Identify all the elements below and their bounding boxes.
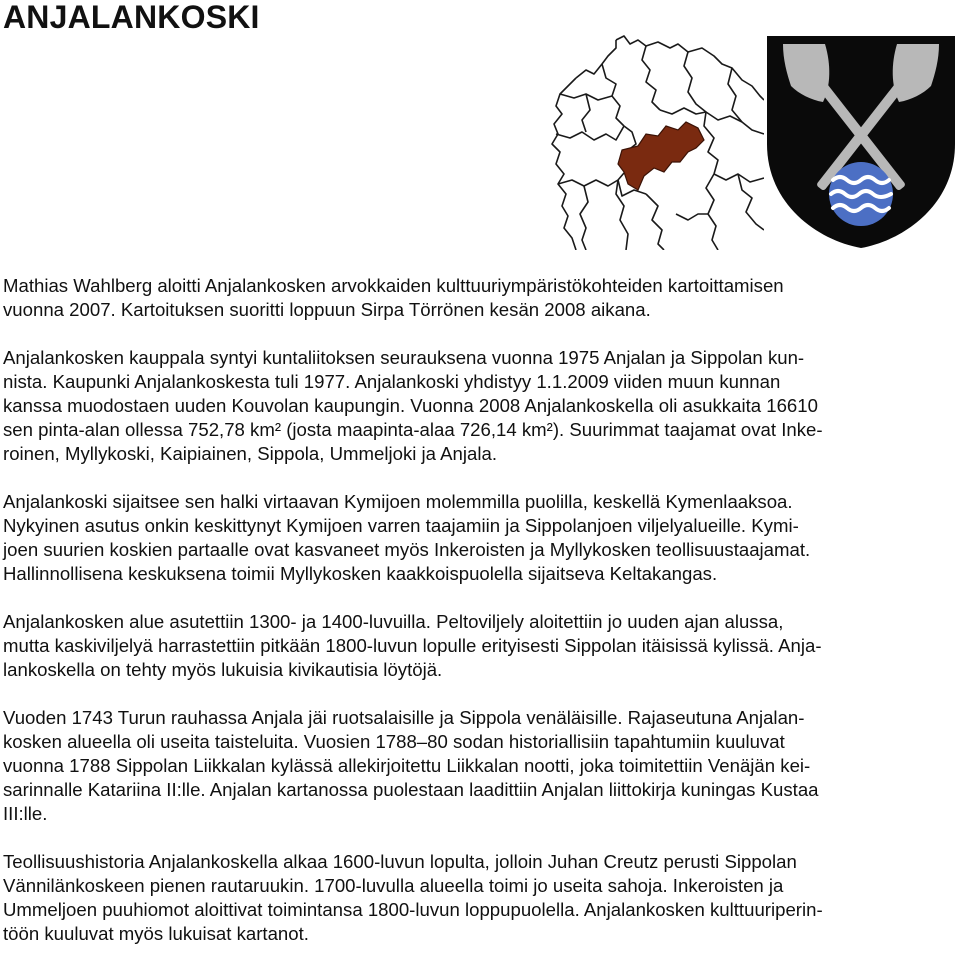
page-title: ANJALANKOSKI xyxy=(3,0,260,35)
municipality-map-icon xyxy=(546,34,764,250)
text-line: Hallinnollisena keskuksena toimii Myllykosken kaakkoispuolella sijaitseva Keltakangas. xyxy=(3,563,718,584)
text-line: vuonna 2007. Kartoituksen suoritti loppuun Sirpa Törrönen kesän 2008 aikana. xyxy=(3,299,651,320)
coat-of-arms-icon xyxy=(765,34,957,250)
text-line: Vännilänkoskeen pienen rautaruukin. 1700-luvulla alueella toimi jo useita sahoja. Inkeroisten ja xyxy=(3,875,784,896)
text-line: Vuoden 1743 Turun rauhassa Anjala jäi ruotsalaisille ja Sippola venäläisille. Rajaseutuna Anjalan- xyxy=(3,707,805,728)
text-line: Anjalankosken kauppala syntyi kuntaliitoksen seurauksena vuonna 1975 Anjalan ja Sippolan kun- xyxy=(3,347,805,368)
paragraph-history xyxy=(3,346,958,466)
text-line: roinen, Myllykoski, Kaipiainen, Sippola, Ummeljoki ja Anjala. xyxy=(3,443,497,464)
paragraph-settlement xyxy=(3,610,958,682)
text-line: Mathias Wahlberg aloitti Anjalankosken arvokkaiden kulttuuriympäristökohteiden kartoittamisen xyxy=(3,275,784,296)
text-line: mutta kaskiviljelyä harrastettiin pitkään 1800-luvun lopulle erityisesti Sippolan itäisissä kylissä. Anja- xyxy=(3,635,822,656)
text-line: nista. Kaupunki Anjalankoskesta tuli 1977. Anjalankoski yhdistyy 1.1.2009 viiden muun kunnan xyxy=(3,371,781,392)
text-line: joen suurien koskien partaalle ovat kasvaneet myös Inkeroisten ja Myllykosken teollisuustaajamat. xyxy=(3,539,811,560)
text-line: sen pinta-alan ollessa 752,78 km² (josta maapinta-alaa 726,14 km²). Suurimmat taajamat ovat Inke- xyxy=(3,419,823,440)
text-line: III:lle. xyxy=(3,803,48,824)
text-line: lankoskella on tehty myös lukuisia kivikautisia löytöjä. xyxy=(3,659,443,680)
text-line: töön kuuluvat myös lukuisat kartanot. xyxy=(3,923,309,944)
text-line: Nykyinen asutus onkin keskittynyt Kymijoen varren taajamiin ja Sippolanjoen viljelyalueille. Kymi- xyxy=(3,515,799,536)
paragraph-wars xyxy=(3,706,958,826)
paragraph-industry xyxy=(3,850,958,946)
text-line: Teollisuushistoria Anjalankoskella alkaa 1600-luvun lopulta, jolloin Juhan Creutz perusti Sippolan xyxy=(3,851,797,872)
text-line: Anjalankoski sijaitsee sen halki virtaavan Kymijoen molemmilla puolilla, keskellä Kymenlaaksoa. xyxy=(3,491,793,512)
paragraph-intro xyxy=(3,274,958,322)
paragraph-geography xyxy=(3,490,958,586)
text-line: Ummeljoen puuhiomot aloittivat toimintansa 1800-luvun loppupuolella. Anjalankosken kulttuuriperin- xyxy=(3,899,823,920)
text-line: kanssa muodostaen uuden Kouvolan kaupungin. Vuonna 2008 Anjalankoskella oli asukkaita 16610 xyxy=(3,395,818,416)
text-line: kosken alueella oli useita taisteluita. Vuosien 1788–80 sodan historiallisiin tapahtumiin kuuluvat xyxy=(3,731,785,752)
text-line: vuonna 1788 Sippolan Liikkalan kylässä allekirjoitettu Liikkalan nootti, joka toimitettiin Venäjän kei- xyxy=(3,755,811,776)
text-line: Anjalankosken alue asutettiin 1300- ja 1400-luvuilla. Peltoviljely aloitettiin jo uuden ajan alussa, xyxy=(3,611,784,632)
body-text xyxy=(3,274,958,970)
text-line: sarinnalle Katariina II:lle. Anjalan kartanossa puolestaan laadittiin Anjalan liittokirja kuningas Kustaa xyxy=(3,779,819,800)
